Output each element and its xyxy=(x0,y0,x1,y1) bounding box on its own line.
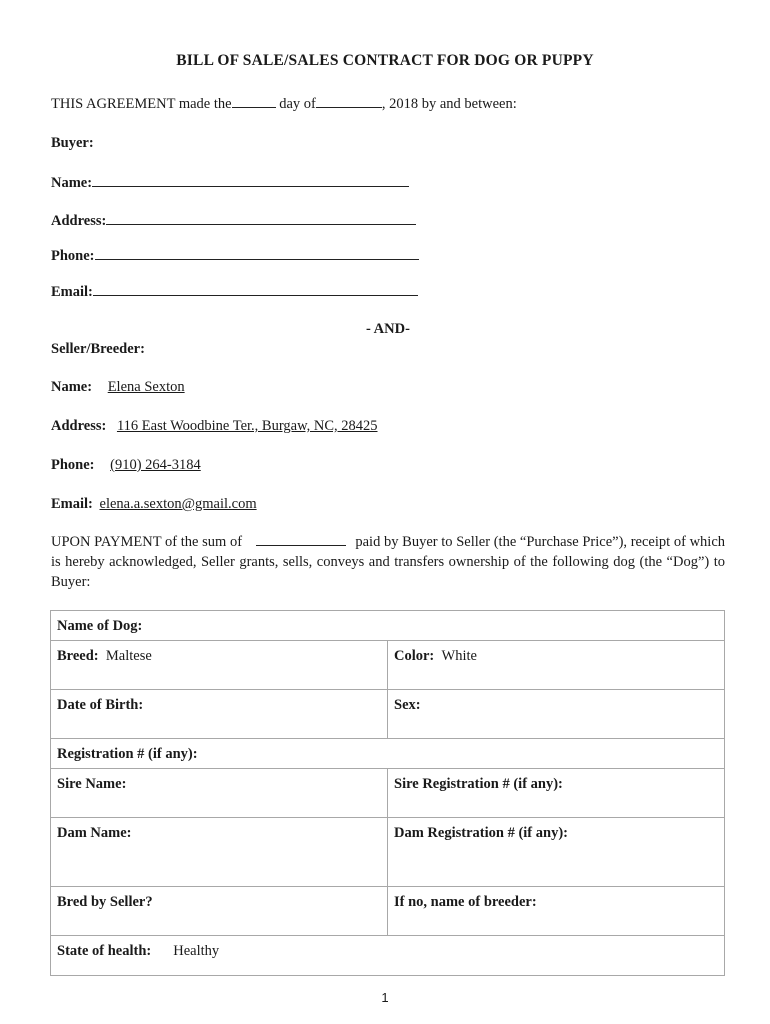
agreement-prefix: THIS AGREEMENT made the xyxy=(51,96,232,112)
table-row xyxy=(51,690,725,739)
sire-registration-cell[interactable] xyxy=(388,769,725,818)
buyer-email-label: Email: xyxy=(51,284,93,300)
buyer-phone-label: Phone: xyxy=(51,248,95,264)
registration-label: Registration # (if any): xyxy=(57,746,198,762)
page-number: 1 xyxy=(381,990,389,1005)
payment-suffix: paid by Buyer to Seller (the “Purchase Price”), receipt of which is hereby acknowledged, Seller grants, sells, conveys and transfers ownership of the following dog (the “Dog”) to Buyer: xyxy=(51,534,726,590)
registration-cell[interactable] xyxy=(51,739,725,769)
buyer-email-field[interactable] xyxy=(93,283,418,296)
buyer-name-field[interactable] xyxy=(92,174,409,187)
color-cell[interactable] xyxy=(388,641,725,690)
buyer-heading: Buyer: xyxy=(51,135,94,151)
breed-label: Breed: xyxy=(57,648,99,664)
seller-name-label: Name: xyxy=(51,379,93,395)
seller-email-row xyxy=(51,496,257,513)
name-of-dog-label: Name of Dog: xyxy=(57,618,143,634)
breed-cell[interactable] xyxy=(51,641,388,690)
buyer-phone-field[interactable] xyxy=(95,247,419,260)
buyer-email-row xyxy=(51,283,418,301)
sex-cell[interactable] xyxy=(388,690,725,739)
and-separator: - AND- xyxy=(366,321,410,337)
seller-name-value[interactable]: Elena Sexton xyxy=(107,379,185,395)
payment-prefix: UPON PAYMENT of the sum of xyxy=(51,534,243,550)
breed-value: Maltese xyxy=(105,648,152,664)
month-blank[interactable] xyxy=(316,95,382,108)
health-value: Healthy xyxy=(173,943,220,959)
seller-name-row xyxy=(51,379,185,396)
buyer-name-row xyxy=(51,174,409,192)
table-row xyxy=(51,818,725,887)
breeder-name-cell[interactable] xyxy=(388,887,725,936)
table-row xyxy=(51,611,725,641)
color-value: White xyxy=(441,648,477,664)
agreement-line xyxy=(51,95,517,113)
breeder-name-label: If no, name of breeder: xyxy=(394,894,537,910)
dam-registration-label: Dam Registration # (if any): xyxy=(394,825,568,841)
seller-email-value[interactable]: elena.a.sexton@gmail.com xyxy=(99,496,257,512)
buyer-name-label: Name: xyxy=(51,175,93,191)
dam-name-label: Dam Name: xyxy=(57,825,132,841)
health-label: State of health: xyxy=(57,943,152,959)
dam-registration-cell[interactable] xyxy=(388,818,725,887)
agreement-suffix: , 2018 by and between: xyxy=(381,96,517,112)
bred-by-seller-label: Bred by Seller? xyxy=(57,894,153,910)
seller-phone-value[interactable]: (910) 264-3184 xyxy=(110,457,201,473)
dob-label: Date of Birth: xyxy=(57,697,144,713)
buyer-address-label: Address: xyxy=(51,213,107,229)
seller-address-value[interactable]: 116 East Woodbine Ter., Burgaw, NC, 28425 xyxy=(116,418,378,434)
document-title: BILL OF SALE/SALES CONTRACT FOR DOG OR PUPPY xyxy=(176,52,594,69)
dog-details-table xyxy=(50,610,725,976)
seller-email-label: Email: xyxy=(51,496,93,512)
agreement-mid: day of xyxy=(275,96,316,112)
sire-name-cell[interactable] xyxy=(51,769,388,818)
seller-heading: Seller/Breeder: xyxy=(51,341,145,357)
bred-by-seller-cell[interactable] xyxy=(51,887,388,936)
table-row xyxy=(51,641,725,690)
seller-address-row xyxy=(51,418,378,435)
sex-label: Sex: xyxy=(394,697,421,713)
day-blank[interactable] xyxy=(232,95,276,108)
table-row xyxy=(51,769,725,818)
sire-registration-label: Sire Registration # (if any): xyxy=(394,776,563,792)
name-of-dog-cell[interactable] xyxy=(51,611,725,641)
table-row xyxy=(51,936,725,976)
buyer-address-field[interactable] xyxy=(106,212,416,225)
buyer-phone-row xyxy=(51,247,419,265)
health-cell[interactable] xyxy=(51,936,725,976)
dob-cell[interactable] xyxy=(51,690,388,739)
payment-paragraph xyxy=(51,532,725,592)
table-row xyxy=(51,887,725,936)
purchase-price-field[interactable] xyxy=(256,533,346,546)
color-label: Color: xyxy=(394,648,435,664)
sire-name-label: Sire Name: xyxy=(57,776,127,792)
dam-name-cell[interactable] xyxy=(51,818,388,887)
seller-address-label: Address: xyxy=(51,418,107,434)
seller-phone-label: Phone: xyxy=(51,457,95,473)
table-row xyxy=(51,739,725,769)
seller-phone-row xyxy=(51,457,201,474)
buyer-address-row xyxy=(51,212,416,230)
